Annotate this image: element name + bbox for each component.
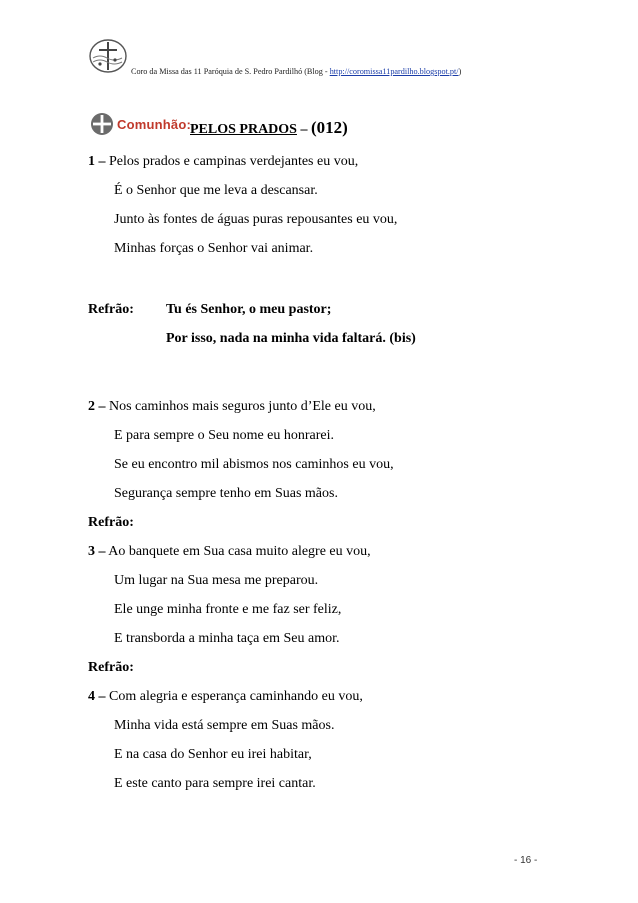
header-text-end: ) [458,67,462,76]
verse-line: 3 – Ao banquete em Sua casa muito alegre eu vou, [88,544,371,559]
verse-line: Minhas forças o Senhor vai animar. [114,241,314,256]
verse-label: 1 – [88,154,106,169]
verse-line: Um lugar na Sua mesa me preparou. [114,573,319,588]
title-dash: – [296,122,311,137]
song-title [190,118,348,138]
verse-label: 4 – [88,689,106,704]
verse-label: 3 – [88,544,106,559]
verse-line: Segurança sempre tenho em Suas mãos. [114,486,338,501]
section-label: Comunhão: [117,117,192,132]
song-number: (012) [310,118,348,137]
verse-line: E na casa do Senhor eu irei habitar, [114,747,312,762]
verse-line: Ele unge minha fronte e me faz ser feliz, [114,602,342,617]
verse-line: Minha vida está sempre em Suas mãos. [114,718,335,733]
refrain-ref: Refrão: [88,660,134,675]
verse-line: E para sempre o Seu nome eu honrarei. [114,428,335,443]
verse-line: E transborda a minha taça em Seu amor. [114,631,340,646]
verse-line: Junto às fontes de águas puras repousantes eu vou, [114,212,398,227]
page-header [131,67,461,76]
verse-line: É o Senhor que me leva a descansar. [114,183,318,198]
choir-logo-icon [88,38,128,74]
header-text: Coro da Missa das 11 Paróquia de S. Pedro Pardilhó (Blog - [131,67,330,76]
verse-line: 2 – Nos caminhos mais seguros junto d’Ele eu vou, [88,399,376,414]
blog-link[interactable]: http://coromissa11pardilho.blogspot.pt/ [329,67,459,76]
refrain-line: Por isso, nada na minha vida faltará. (bis) [166,331,416,346]
communion-host-icon [90,112,114,136]
page-number: - 16 - [514,855,538,866]
verse-line: Se eu encontro mil abismos nos caminhos eu vou, [114,457,394,472]
refrain-line: Tu és Senhor, o meu pastor; [166,302,332,317]
song-name: PELOS PRADOS [190,122,297,137]
refrain-label: Refrão: [88,302,134,317]
verse-line: 4 – Com alegria e esperança caminhando eu vou, [88,689,363,704]
verse-label: 2 – [88,399,106,414]
refrain-ref: Refrão: [88,515,134,530]
verse-line: E este canto para sempre irei cantar. [114,776,316,791]
verse-line: 1 – Pelos prados e campinas verdejantes eu vou, [88,154,359,169]
